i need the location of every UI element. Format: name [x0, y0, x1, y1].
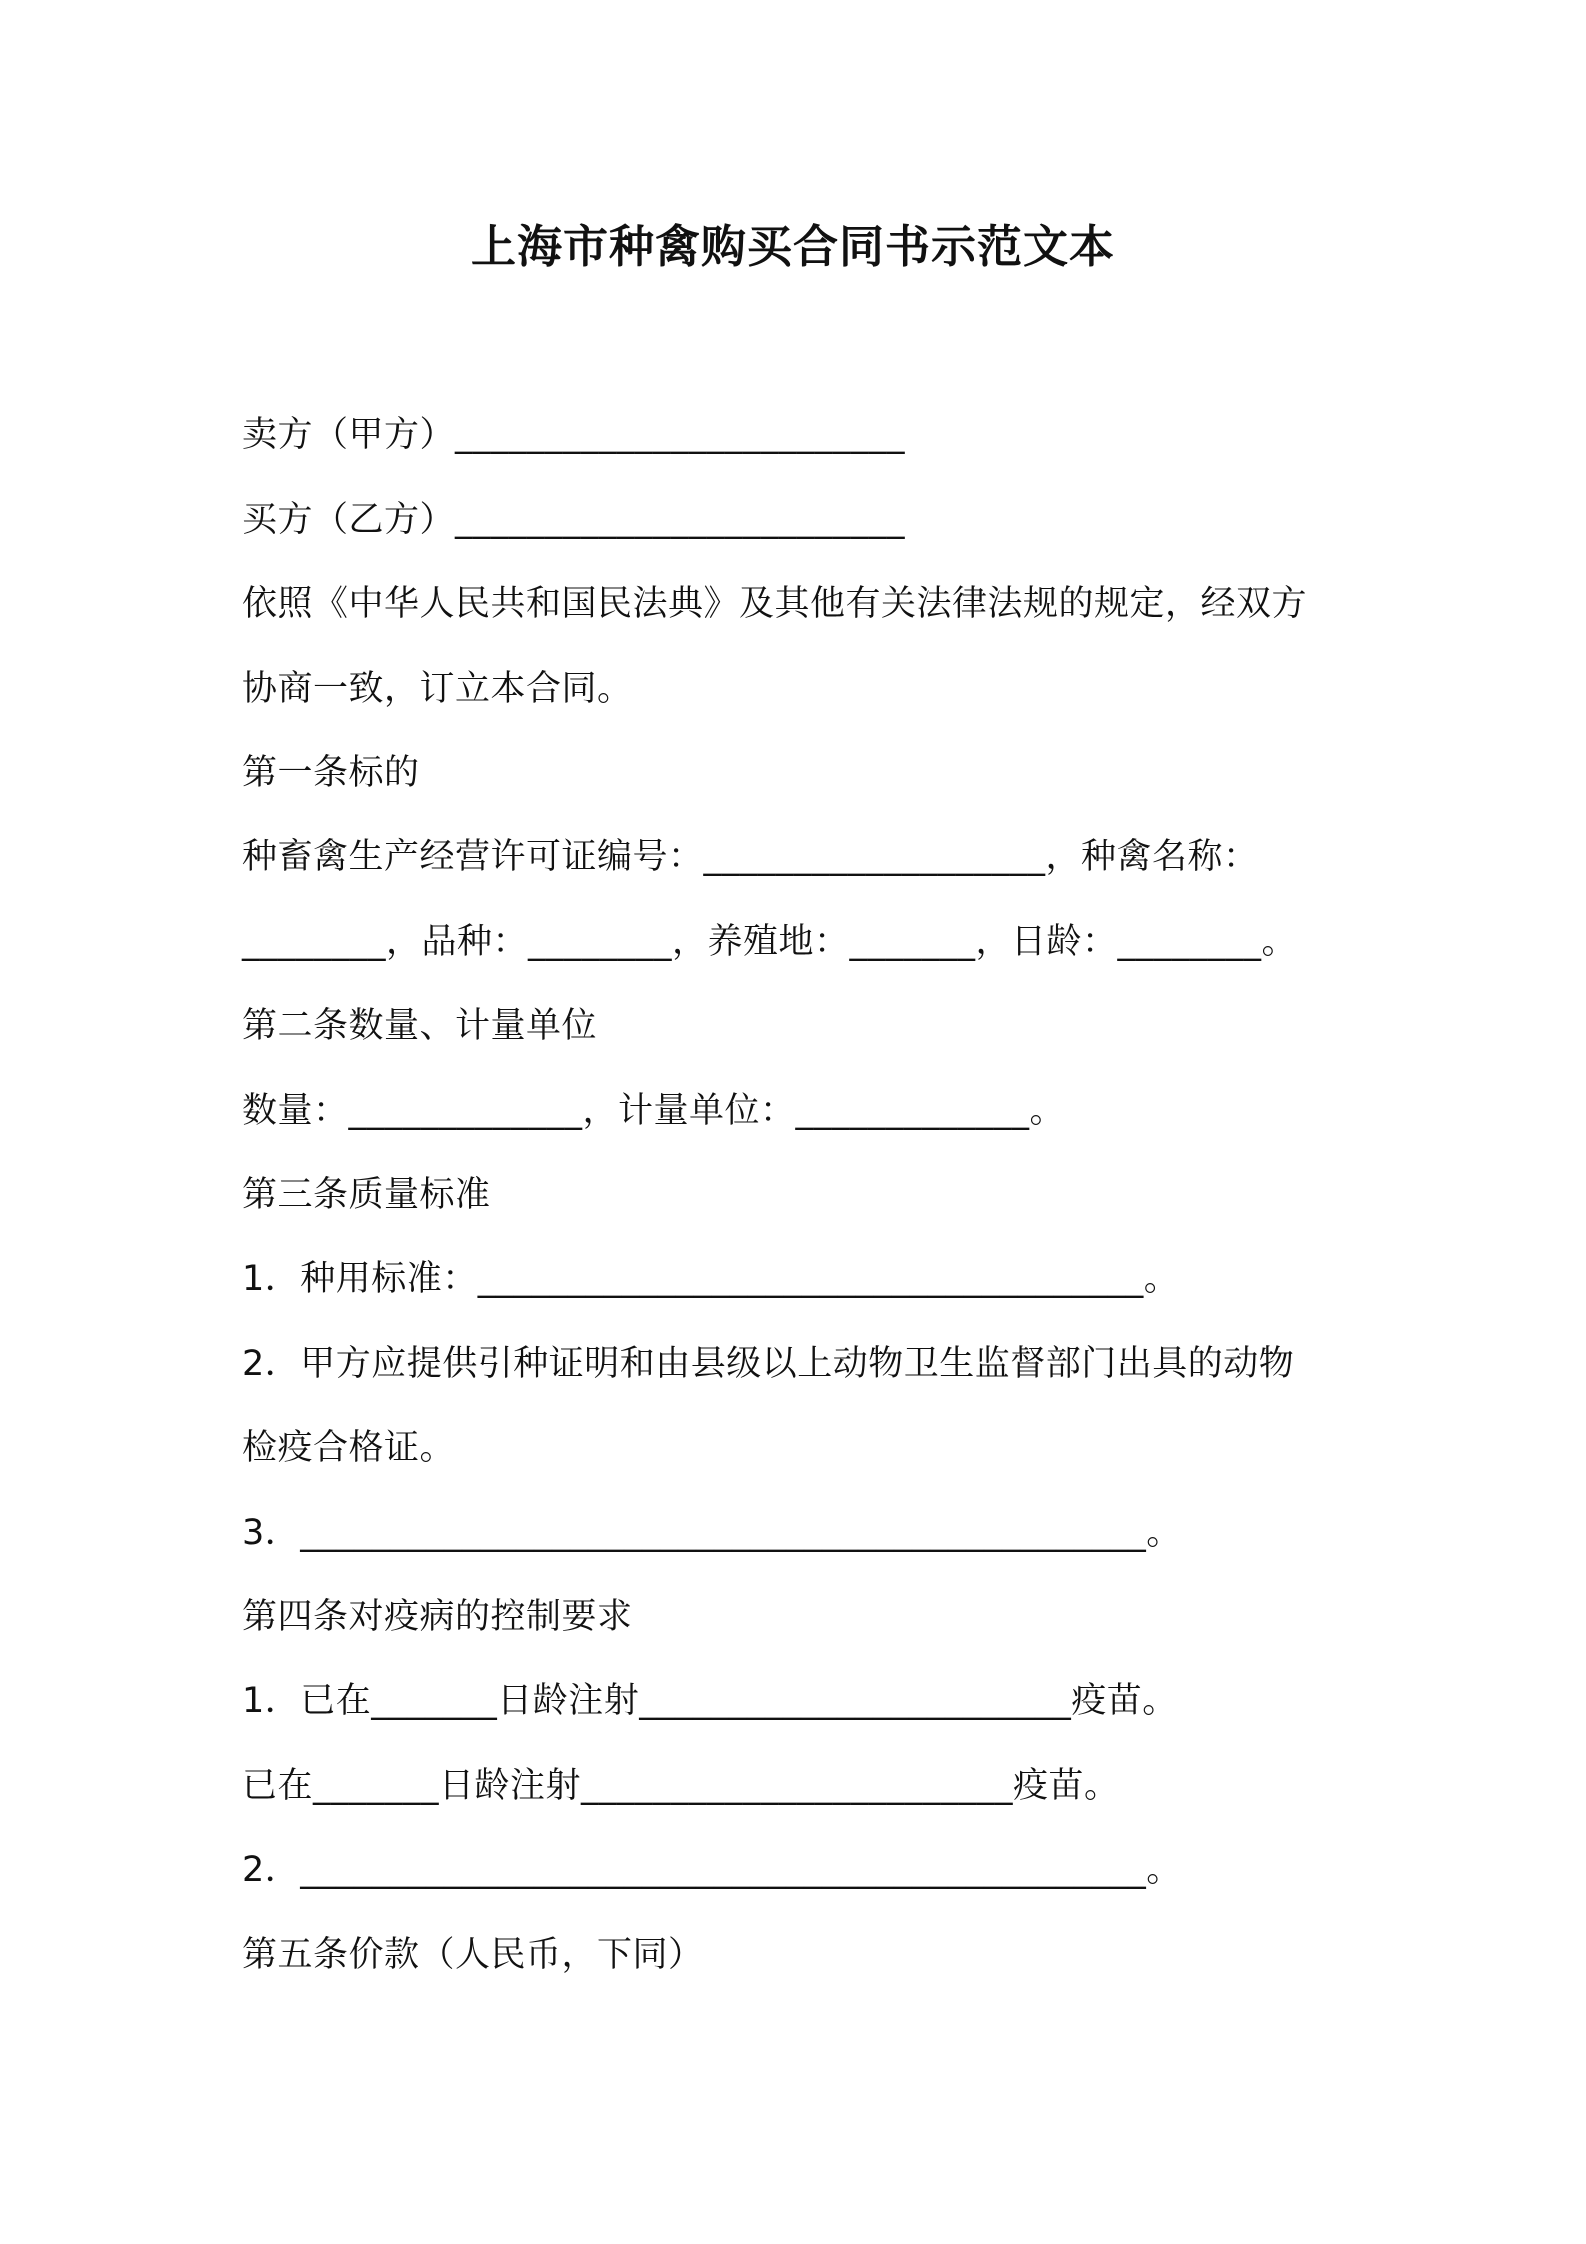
buyer-line: 买方（乙方）_________________________	[242, 500, 906, 540]
article-4-item-2: 2．_______________________________________________。	[242, 1850, 1182, 1890]
article-2-heading: 第二条数量、计量单位	[242, 1006, 598, 1046]
article-5-heading: 第五条价款（人民币，下同）	[242, 1935, 704, 1975]
article-1-line-2: ________，品种：________，养殖地：_______，日龄：________。	[242, 922, 1298, 962]
article-4-heading: 第四条对疫病的控制要求	[242, 1597, 633, 1637]
article-3-item-2: 2．甲方应提供引种证明和由县级以上动物卫生监督部门出具的动物	[242, 1344, 1295, 1384]
article-3-item-2-cont: 检疫合格证。	[242, 1428, 456, 1468]
preamble-line-2: 协商一致，订立本合同。	[242, 669, 633, 709]
article-4-item-1-cont: 已在_______日龄注射________________________疫苗。	[242, 1766, 1120, 1806]
article-3-item-1: 1．种用标准：_____________________________________。	[242, 1259, 1180, 1299]
article-3-item-3: 3．_______________________________________________。	[242, 1513, 1182, 1553]
seller-line: 卖方（甲方）_________________________	[242, 415, 906, 455]
article-1-heading: 第一条标的	[242, 753, 420, 793]
document-title: 上海市种禽购买合同书示范文本	[470, 220, 1115, 273]
article-4-item-1: 1．已在_______日龄注射________________________疫苗。	[242, 1681, 1178, 1721]
article-3-heading: 第三条质量标准	[242, 1175, 491, 1215]
preamble-line-1: 依照《中华人民共和国民法典》及其他有关法律法规的规定，经双方	[242, 584, 1308, 624]
article-1-line-1: 种畜禽生产经营许可证编号：___________________，种禽名称：	[242, 837, 1259, 877]
article-2-line-1: 数量：_____________，计量单位：_____________。	[242, 1091, 1066, 1131]
